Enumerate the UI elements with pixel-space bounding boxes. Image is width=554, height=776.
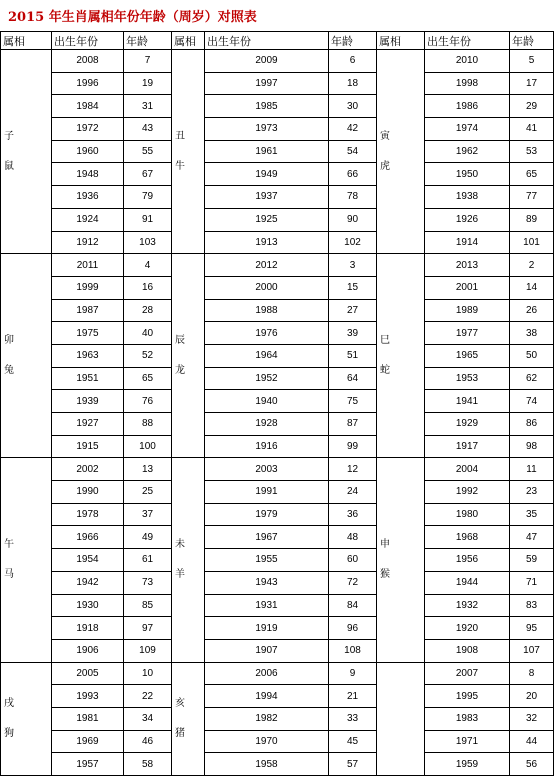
birth-year-cell: 1965 bbox=[425, 344, 510, 367]
birth-year-cell: 1972 bbox=[52, 118, 124, 141]
birth-year-cell: 1931 bbox=[205, 594, 329, 617]
age-cell: 74 bbox=[510, 390, 554, 413]
zodiac-animal-char: 虎 bbox=[380, 160, 390, 172]
birth-year-cell: 1969 bbox=[52, 730, 124, 753]
birth-year-cell: 1978 bbox=[52, 503, 124, 526]
birth-year-cell: 1918 bbox=[52, 617, 124, 640]
age-cell: 29 bbox=[510, 95, 554, 118]
birth-year-cell: 1950 bbox=[425, 163, 510, 186]
age-cell: 38 bbox=[510, 322, 554, 345]
birth-year-cell: 2002 bbox=[52, 458, 124, 481]
zodiac-animal-cell bbox=[172, 662, 205, 775]
zodiac-animal-char: 子 bbox=[4, 130, 14, 142]
birth-year-cell: 1990 bbox=[52, 481, 124, 504]
age-cell: 88 bbox=[124, 413, 172, 436]
table-row bbox=[1, 413, 554, 436]
table-row bbox=[1, 571, 554, 594]
birth-year-cell: 1907 bbox=[205, 639, 329, 662]
birth-year-cell: 1959 bbox=[425, 753, 510, 776]
birth-year-cell: 1966 bbox=[52, 526, 124, 549]
birth-year-cell: 1953 bbox=[425, 367, 510, 390]
age-cell: 58 bbox=[124, 753, 172, 776]
zodiac-animal-cell bbox=[1, 458, 52, 662]
age-cell: 109 bbox=[124, 639, 172, 662]
age-cell: 20 bbox=[510, 685, 554, 708]
zodiac-animal-char: 马 bbox=[4, 568, 14, 580]
birth-year-cell: 1968 bbox=[425, 526, 510, 549]
birth-year-cell: 1926 bbox=[425, 208, 510, 231]
zodiac-animal-char: 猴 bbox=[380, 568, 390, 580]
column-header: 年龄 bbox=[510, 32, 554, 50]
age-cell: 53 bbox=[510, 140, 554, 163]
birth-year-cell: 2008 bbox=[52, 50, 124, 73]
column-header: 出生年份 bbox=[425, 32, 510, 50]
birth-year-cell: 1932 bbox=[425, 594, 510, 617]
birth-year-cell: 1997 bbox=[205, 72, 329, 95]
age-cell: 26 bbox=[510, 299, 554, 322]
table-row bbox=[1, 458, 554, 481]
age-cell: 17 bbox=[510, 72, 554, 95]
table-row bbox=[1, 322, 554, 345]
age-cell: 45 bbox=[329, 730, 377, 753]
age-cell: 95 bbox=[510, 617, 554, 640]
birth-year-cell: 2013 bbox=[425, 254, 510, 277]
age-cell: 98 bbox=[510, 435, 554, 458]
birth-year-cell: 2012 bbox=[205, 254, 329, 277]
age-cell: 15 bbox=[329, 276, 377, 299]
birth-year-cell: 1999 bbox=[52, 276, 124, 299]
birth-year-cell: 1979 bbox=[205, 503, 329, 526]
age-cell: 61 bbox=[124, 549, 172, 572]
zodiac-animal-char: 狗 bbox=[4, 727, 14, 739]
zodiac-animal-char: 鼠 bbox=[4, 160, 14, 172]
birth-year-cell: 1998 bbox=[425, 72, 510, 95]
age-cell: 79 bbox=[124, 186, 172, 209]
age-cell: 19 bbox=[124, 72, 172, 95]
age-cell: 83 bbox=[510, 594, 554, 617]
age-cell: 39 bbox=[329, 322, 377, 345]
birth-year-cell: 1906 bbox=[52, 639, 124, 662]
age-cell: 99 bbox=[329, 435, 377, 458]
birth-year-cell: 1984 bbox=[52, 95, 124, 118]
table-row bbox=[1, 50, 554, 73]
table-row bbox=[1, 617, 554, 640]
table-row bbox=[1, 503, 554, 526]
age-cell: 40 bbox=[124, 322, 172, 345]
table-row bbox=[1, 72, 554, 95]
age-cell: 85 bbox=[124, 594, 172, 617]
birth-year-cell: 2009 bbox=[205, 50, 329, 73]
zodiac-animal-cell bbox=[377, 50, 425, 254]
column-header: 年龄 bbox=[329, 32, 377, 50]
zodiac-animal-char: 未 bbox=[175, 538, 185, 550]
age-cell: 87 bbox=[329, 413, 377, 436]
birth-year-cell: 2011 bbox=[52, 254, 124, 277]
table-row bbox=[1, 707, 554, 730]
birth-year-cell: 1980 bbox=[425, 503, 510, 526]
birth-year-cell: 1992 bbox=[425, 481, 510, 504]
birth-year-cell: 1915 bbox=[52, 435, 124, 458]
birth-year-cell: 1948 bbox=[52, 163, 124, 186]
zodiac-animal-cell bbox=[1, 662, 52, 775]
table-row bbox=[1, 549, 554, 572]
age-cell: 96 bbox=[329, 617, 377, 640]
zodiac-animal-char: 寅 bbox=[380, 130, 390, 142]
zodiac-animal-char: 辰 bbox=[175, 334, 185, 346]
age-cell: 89 bbox=[510, 208, 554, 231]
birth-year-cell: 1949 bbox=[205, 163, 329, 186]
table-row bbox=[1, 208, 554, 231]
zodiac-age-table bbox=[0, 31, 554, 776]
age-cell: 97 bbox=[124, 617, 172, 640]
zodiac-animal-char: 羊 bbox=[175, 568, 185, 580]
age-cell: 57 bbox=[329, 753, 377, 776]
zodiac-animal-char: 亥 bbox=[175, 697, 185, 709]
birth-year-cell: 1939 bbox=[52, 390, 124, 413]
birth-year-cell: 2006 bbox=[205, 662, 329, 685]
table-row bbox=[1, 435, 554, 458]
age-cell: 41 bbox=[510, 118, 554, 141]
birth-year-cell: 1981 bbox=[52, 707, 124, 730]
age-cell: 37 bbox=[124, 503, 172, 526]
age-cell: 67 bbox=[124, 163, 172, 186]
zodiac-animal-char: 卯 bbox=[4, 334, 14, 346]
birth-year-cell: 1914 bbox=[425, 231, 510, 254]
age-cell: 3 bbox=[329, 254, 377, 277]
age-cell: 90 bbox=[329, 208, 377, 231]
table-row bbox=[1, 662, 554, 685]
birth-year-cell: 1976 bbox=[205, 322, 329, 345]
table-row bbox=[1, 685, 554, 708]
birth-year-cell: 1967 bbox=[205, 526, 329, 549]
header-row bbox=[1, 32, 554, 50]
birth-year-cell: 1996 bbox=[52, 72, 124, 95]
table-row bbox=[1, 753, 554, 776]
age-cell: 6 bbox=[329, 50, 377, 73]
birth-year-cell: 1983 bbox=[425, 707, 510, 730]
age-cell: 32 bbox=[510, 707, 554, 730]
zodiac-animal-cell bbox=[172, 458, 205, 662]
zodiac-animal-char: 巳 bbox=[380, 334, 390, 346]
birth-year-cell: 1930 bbox=[52, 594, 124, 617]
birth-year-cell: 1952 bbox=[205, 367, 329, 390]
birth-year-cell: 1916 bbox=[205, 435, 329, 458]
zodiac-animal-char: 丑 bbox=[175, 130, 185, 142]
age-cell: 28 bbox=[124, 299, 172, 322]
birth-year-cell: 1938 bbox=[425, 186, 510, 209]
birth-year-cell: 1970 bbox=[205, 730, 329, 753]
age-cell: 12 bbox=[329, 458, 377, 481]
zodiac-animal-char: 龙 bbox=[175, 364, 185, 376]
age-cell: 84 bbox=[329, 594, 377, 617]
table-row bbox=[1, 276, 554, 299]
birth-year-cell: 1989 bbox=[425, 299, 510, 322]
column-header: 出生年份 bbox=[52, 32, 124, 50]
age-cell: 18 bbox=[329, 72, 377, 95]
age-cell: 2 bbox=[510, 254, 554, 277]
age-cell: 101 bbox=[510, 231, 554, 254]
age-cell: 73 bbox=[124, 571, 172, 594]
birth-year-cell: 1936 bbox=[52, 186, 124, 209]
age-cell: 43 bbox=[124, 118, 172, 141]
birth-year-cell: 1958 bbox=[205, 753, 329, 776]
birth-year-cell: 1920 bbox=[425, 617, 510, 640]
table-row bbox=[1, 95, 554, 118]
birth-year-cell: 1988 bbox=[205, 299, 329, 322]
age-cell: 16 bbox=[124, 276, 172, 299]
age-cell: 103 bbox=[124, 231, 172, 254]
age-cell: 44 bbox=[510, 730, 554, 753]
age-cell: 11 bbox=[510, 458, 554, 481]
birth-year-cell: 1974 bbox=[425, 118, 510, 141]
zodiac-animal-cell bbox=[1, 50, 52, 254]
birth-year-cell: 1962 bbox=[425, 140, 510, 163]
age-cell: 75 bbox=[329, 390, 377, 413]
age-cell: 91 bbox=[124, 208, 172, 231]
birth-year-cell: 1919 bbox=[205, 617, 329, 640]
age-cell: 50 bbox=[510, 344, 554, 367]
age-cell: 65 bbox=[124, 367, 172, 390]
table-row bbox=[1, 639, 554, 662]
birth-year-cell: 2007 bbox=[425, 662, 510, 685]
age-cell: 56 bbox=[510, 753, 554, 776]
age-cell: 36 bbox=[329, 503, 377, 526]
birth-year-cell: 1944 bbox=[425, 571, 510, 594]
zodiac-animal-char: 申 bbox=[380, 538, 390, 550]
table-row bbox=[1, 140, 554, 163]
table-row bbox=[1, 299, 554, 322]
age-cell: 42 bbox=[329, 118, 377, 141]
zodiac-animal-char: 戌 bbox=[4, 697, 14, 709]
birth-year-cell: 1913 bbox=[205, 231, 329, 254]
age-cell: 24 bbox=[329, 481, 377, 504]
age-cell: 31 bbox=[124, 95, 172, 118]
age-cell: 4 bbox=[124, 254, 172, 277]
birth-year-cell: 1964 bbox=[205, 344, 329, 367]
birth-year-cell: 1993 bbox=[52, 685, 124, 708]
birth-year-cell: 1971 bbox=[425, 730, 510, 753]
table-row bbox=[1, 231, 554, 254]
birth-year-cell: 1917 bbox=[425, 435, 510, 458]
age-cell: 108 bbox=[329, 639, 377, 662]
age-cell: 65 bbox=[510, 163, 554, 186]
birth-year-cell: 1957 bbox=[52, 753, 124, 776]
age-cell: 78 bbox=[329, 186, 377, 209]
birth-year-cell: 1991 bbox=[205, 481, 329, 504]
birth-year-cell: 1995 bbox=[425, 685, 510, 708]
birth-year-cell: 1973 bbox=[205, 118, 329, 141]
birth-year-cell: 1977 bbox=[425, 322, 510, 345]
birth-year-cell: 1942 bbox=[52, 571, 124, 594]
table-row bbox=[1, 163, 554, 186]
age-cell: 51 bbox=[329, 344, 377, 367]
age-cell: 71 bbox=[510, 571, 554, 594]
age-cell: 62 bbox=[510, 367, 554, 390]
table-row bbox=[1, 118, 554, 141]
birth-year-cell: 1960 bbox=[52, 140, 124, 163]
column-header: 出生年份 bbox=[205, 32, 329, 50]
age-cell: 55 bbox=[124, 140, 172, 163]
age-cell: 13 bbox=[124, 458, 172, 481]
birth-year-cell: 2005 bbox=[52, 662, 124, 685]
zodiac-animal-cell bbox=[377, 662, 425, 775]
age-cell: 54 bbox=[329, 140, 377, 163]
age-cell: 22 bbox=[124, 685, 172, 708]
age-cell: 64 bbox=[329, 367, 377, 390]
column-header: 年龄 bbox=[124, 32, 172, 50]
birth-year-cell: 1985 bbox=[205, 95, 329, 118]
birth-year-cell: 1986 bbox=[425, 95, 510, 118]
birth-year-cell: 1961 bbox=[205, 140, 329, 163]
zodiac-animal-cell bbox=[172, 254, 205, 458]
zodiac-animal-char: 猪 bbox=[175, 727, 185, 739]
birth-year-cell: 1929 bbox=[425, 413, 510, 436]
age-cell: 100 bbox=[124, 435, 172, 458]
age-cell: 46 bbox=[124, 730, 172, 753]
age-cell: 49 bbox=[124, 526, 172, 549]
age-cell: 77 bbox=[510, 186, 554, 209]
birth-year-cell: 1927 bbox=[52, 413, 124, 436]
age-cell: 5 bbox=[510, 50, 554, 73]
age-cell: 86 bbox=[510, 413, 554, 436]
birth-year-cell: 1908 bbox=[425, 639, 510, 662]
birth-year-cell: 1955 bbox=[205, 549, 329, 572]
birth-year-cell: 1954 bbox=[52, 549, 124, 572]
table-row bbox=[1, 254, 554, 277]
age-cell: 30 bbox=[329, 95, 377, 118]
birth-year-cell: 1963 bbox=[52, 344, 124, 367]
age-cell: 8 bbox=[510, 662, 554, 685]
column-header: 属相 bbox=[1, 32, 52, 50]
age-cell: 10 bbox=[124, 662, 172, 685]
age-cell: 72 bbox=[329, 571, 377, 594]
zodiac-animal-cell bbox=[1, 254, 52, 458]
age-cell: 14 bbox=[510, 276, 554, 299]
zodiac-animal-char: 牛 bbox=[175, 160, 185, 172]
table-row bbox=[1, 367, 554, 390]
birth-year-cell: 1943 bbox=[205, 571, 329, 594]
zodiac-animal-char: 兔 bbox=[4, 364, 14, 376]
birth-year-cell: 2010 bbox=[425, 50, 510, 73]
birth-year-cell: 1982 bbox=[205, 707, 329, 730]
birth-year-cell: 1937 bbox=[205, 186, 329, 209]
age-cell: 33 bbox=[329, 707, 377, 730]
birth-year-cell: 1987 bbox=[52, 299, 124, 322]
age-cell: 59 bbox=[510, 549, 554, 572]
birth-year-cell: 1928 bbox=[205, 413, 329, 436]
page-title: 2015 年生肖属相年份年龄（周岁）对照表 bbox=[8, 10, 257, 25]
birth-year-cell: 2001 bbox=[425, 276, 510, 299]
age-cell: 47 bbox=[510, 526, 554, 549]
table-row bbox=[1, 390, 554, 413]
age-cell: 21 bbox=[329, 685, 377, 708]
table-row bbox=[1, 481, 554, 504]
zodiac-animal-cell bbox=[172, 50, 205, 254]
birth-year-cell: 2004 bbox=[425, 458, 510, 481]
birth-year-cell: 1940 bbox=[205, 390, 329, 413]
age-cell: 52 bbox=[124, 344, 172, 367]
age-cell: 25 bbox=[124, 481, 172, 504]
age-cell: 9 bbox=[329, 662, 377, 685]
age-cell: 76 bbox=[124, 390, 172, 413]
zodiac-animal-cell bbox=[377, 458, 425, 662]
birth-year-cell: 1924 bbox=[52, 208, 124, 231]
age-cell: 107 bbox=[510, 639, 554, 662]
age-cell: 27 bbox=[329, 299, 377, 322]
zodiac-animal-char: 蛇 bbox=[380, 364, 390, 376]
age-cell: 102 bbox=[329, 231, 377, 254]
column-header: 属相 bbox=[377, 32, 425, 50]
column-header: 属相 bbox=[172, 32, 205, 50]
age-cell: 48 bbox=[329, 526, 377, 549]
table-row bbox=[1, 594, 554, 617]
birth-year-cell: 1994 bbox=[205, 685, 329, 708]
table-row bbox=[1, 186, 554, 209]
age-cell: 23 bbox=[510, 481, 554, 504]
birth-year-cell: 2003 bbox=[205, 458, 329, 481]
zodiac-animal-char: 午 bbox=[4, 538, 14, 550]
age-cell: 60 bbox=[329, 549, 377, 572]
birth-year-cell: 1925 bbox=[205, 208, 329, 231]
birth-year-cell: 1951 bbox=[52, 367, 124, 390]
birth-year-cell: 1941 bbox=[425, 390, 510, 413]
zodiac-animal-cell bbox=[377, 254, 425, 458]
table-row bbox=[1, 344, 554, 367]
age-cell: 35 bbox=[510, 503, 554, 526]
birth-year-cell: 1975 bbox=[52, 322, 124, 345]
table-row bbox=[1, 526, 554, 549]
birth-year-cell: 2000 bbox=[205, 276, 329, 299]
age-cell: 7 bbox=[124, 50, 172, 73]
age-cell: 66 bbox=[329, 163, 377, 186]
age-cell: 34 bbox=[124, 707, 172, 730]
table-row bbox=[1, 730, 554, 753]
birth-year-cell: 1912 bbox=[52, 231, 124, 254]
birth-year-cell: 1956 bbox=[425, 549, 510, 572]
